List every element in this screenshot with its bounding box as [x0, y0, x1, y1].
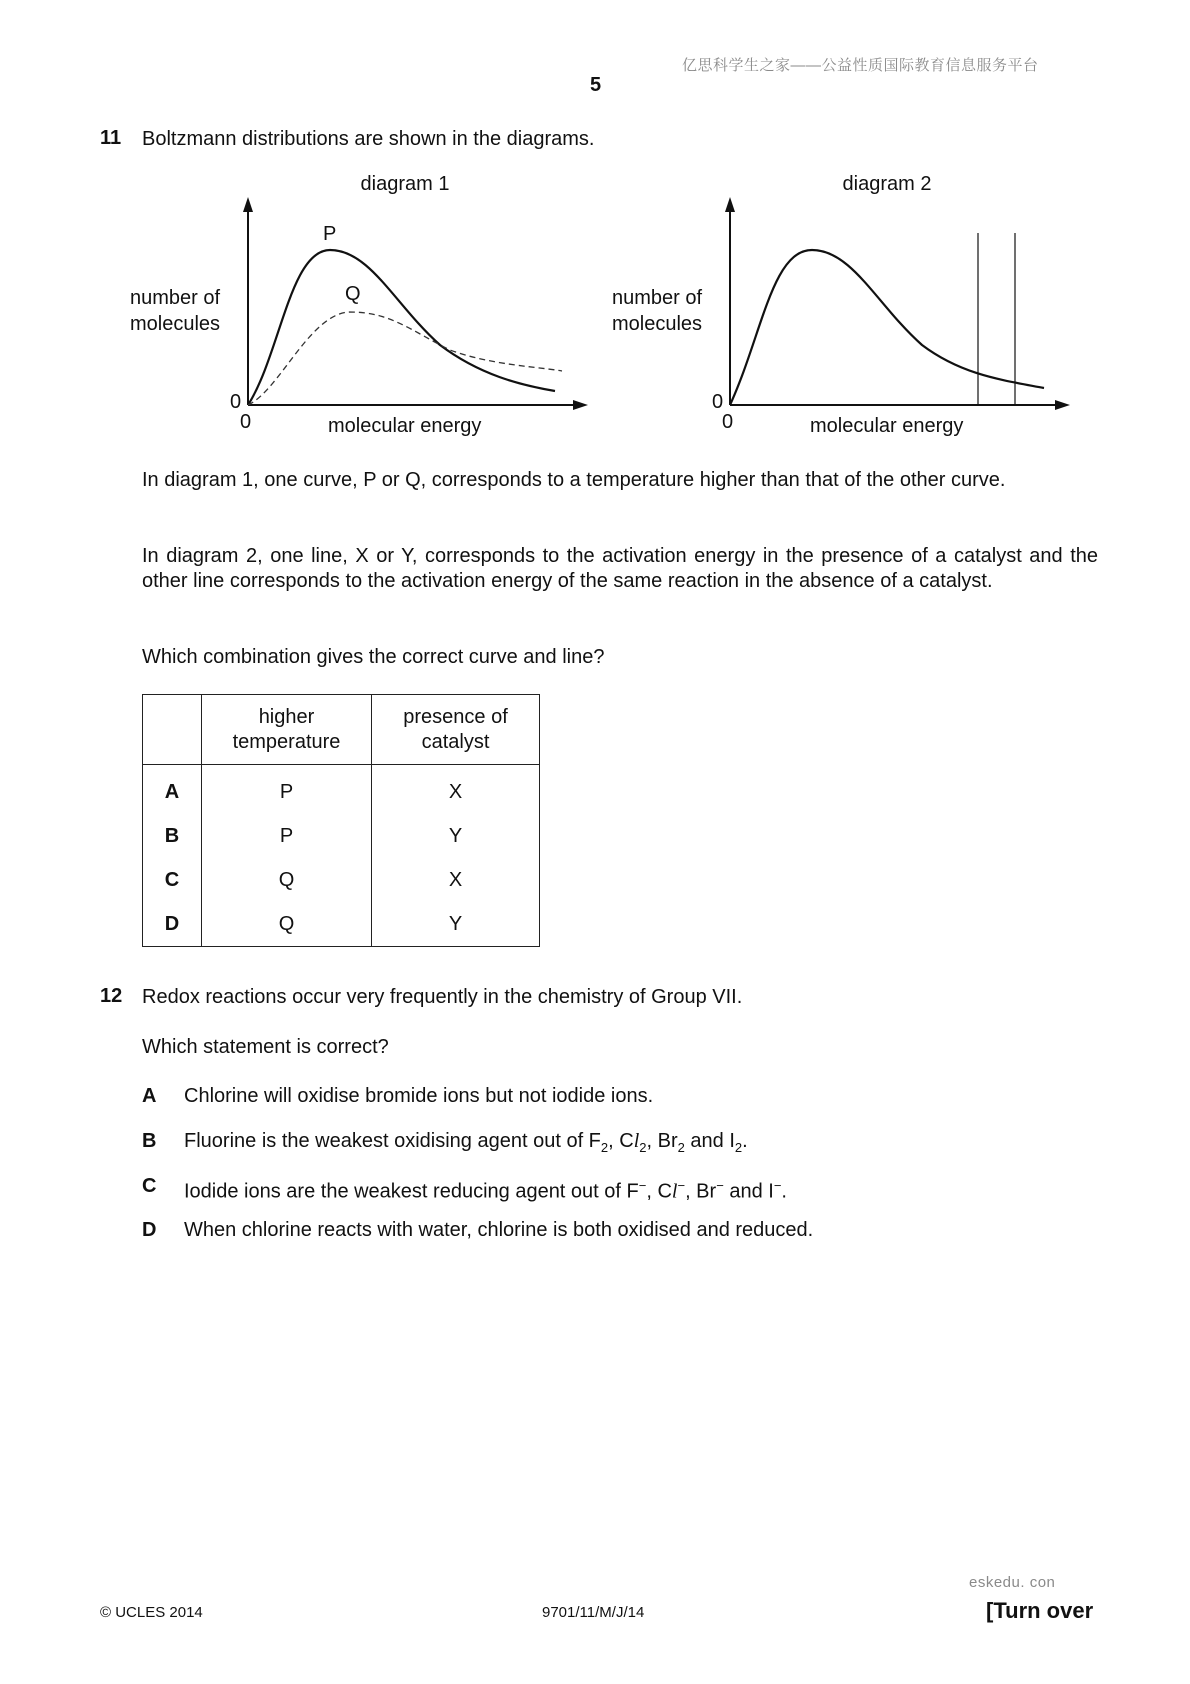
option-a-letter: A — [142, 1085, 157, 1107]
diagram-1-label-p: P — [323, 223, 337, 245]
diagram-2-x-label: molecular energy — [810, 415, 964, 437]
answer-table-header-catalyst: presence of catalyst — [372, 695, 540, 765]
answer-table-header-temperature: higher temperature — [202, 695, 372, 765]
option-b-letter: B — [142, 1130, 157, 1152]
option-a-text: Chlorine will oxidise bromide ions but not iodide ions. — [184, 1085, 654, 1107]
diagram-1-label-q: Q — [345, 283, 361, 305]
question-12-stem: Redox reactions occur very frequently in the chemistry of Group VII. — [142, 986, 743, 1008]
question-11-paragraph-2: In diagram 2, one line, X or Y, corresponds to the activation energy in the presence of a catalyst and the other line corresponds to the activation energy of the same reaction in the absence of a catalyst. — [142, 545, 1098, 592]
answer-table-corner — [143, 695, 202, 765]
table-cell-temperature: P — [202, 814, 372, 858]
diagram-2-x-arrow — [1055, 400, 1070, 410]
diagram-1-graph — [220, 195, 590, 440]
diagram-1-title: diagram 1 — [360, 173, 450, 195]
question-11-paragraph-1: In diagram 1, one curve, P or Q, corresponds to a temperature higher than that of the other curve. — [142, 469, 1006, 491]
footer-paper-code: 9701/11/M/J/14 — [542, 1604, 645, 1621]
table-row — [143, 814, 540, 858]
table-cell-temperature: Q — [202, 902, 372, 947]
diagram-2-origin-y: 0 — [712, 391, 724, 413]
answer-table-header — [143, 695, 540, 765]
diagram-2-origin-x: 0 — [722, 411, 734, 433]
diagram-2-title: diagram 2 — [842, 173, 932, 195]
table-row — [143, 858, 540, 902]
diagram-1-curve-p — [248, 250, 555, 405]
table-cell-temperature: Q — [202, 858, 372, 902]
turn-over-label: [Turn over — [986, 1598, 1094, 1623]
table-row — [143, 765, 540, 815]
table-cell-temperature: P — [202, 765, 372, 815]
table-cell-catalyst: X — [372, 858, 540, 902]
option-d-text: When chlorine reacts with water, chlorine is both oxidised and reduced. — [184, 1219, 814, 1241]
footer-copyright: © UCLES 2014 — [100, 1604, 203, 1621]
table-option-letter: B — [143, 814, 202, 858]
diagram-2-curve — [730, 250, 1044, 405]
question-11-question: Which combination gives the correct curve and line? — [142, 646, 605, 668]
diagram-1-origin-y: 0 — [230, 391, 242, 413]
question-12-number: 12 — [100, 985, 123, 1007]
diagram-2-y-label: number of molecules — [612, 287, 703, 335]
table-option-letter: D — [143, 902, 202, 947]
page-number: 5 — [590, 74, 602, 96]
diagram-1-x-arrow — [573, 400, 588, 410]
diagram-1-curve-q — [248, 312, 562, 405]
table-cell-catalyst: X — [372, 765, 540, 815]
option-d-letter: D — [142, 1219, 157, 1241]
question-11-number: 11 — [100, 127, 122, 149]
question-11-stem: Boltzmann distributions are shown in the diagrams. — [142, 128, 595, 150]
diagram-1-origin-x: 0 — [240, 411, 252, 433]
diagram-1-y-arrow — [243, 197, 253, 212]
diagram-2-graph — [702, 195, 1072, 440]
table-cell-catalyst: Y — [372, 814, 540, 858]
option-c-letter: C — [142, 1175, 157, 1197]
site-watermark: eskedu. con — [969, 1574, 1056, 1591]
table-row — [143, 902, 540, 947]
table-option-letter: A — [143, 765, 202, 815]
answer-table — [142, 694, 540, 947]
option-b-text: Fluorine is the weakest oxidising agent out of $F_2$, $Cl_2$, $Br_2$ and $I_2$. — [184, 1130, 748, 1155]
diagram-1-y-label: number of molecules — [130, 287, 221, 335]
diagram-1-x-label: molecular energy — [328, 415, 482, 437]
watermark-text: 亿思科学生之家——公益性质国际教育信息服务平台 — [682, 57, 1039, 74]
question-12-question: Which statement is correct? — [142, 1036, 389, 1058]
table-option-letter: C — [143, 858, 202, 902]
option-c-text: Iodide ions are the weakest reducing agent out of F−, Cl−, Br− and I−. — [184, 1178, 787, 1203]
diagram-2-y-arrow — [725, 197, 735, 212]
table-cell-catalyst: Y — [372, 902, 540, 947]
